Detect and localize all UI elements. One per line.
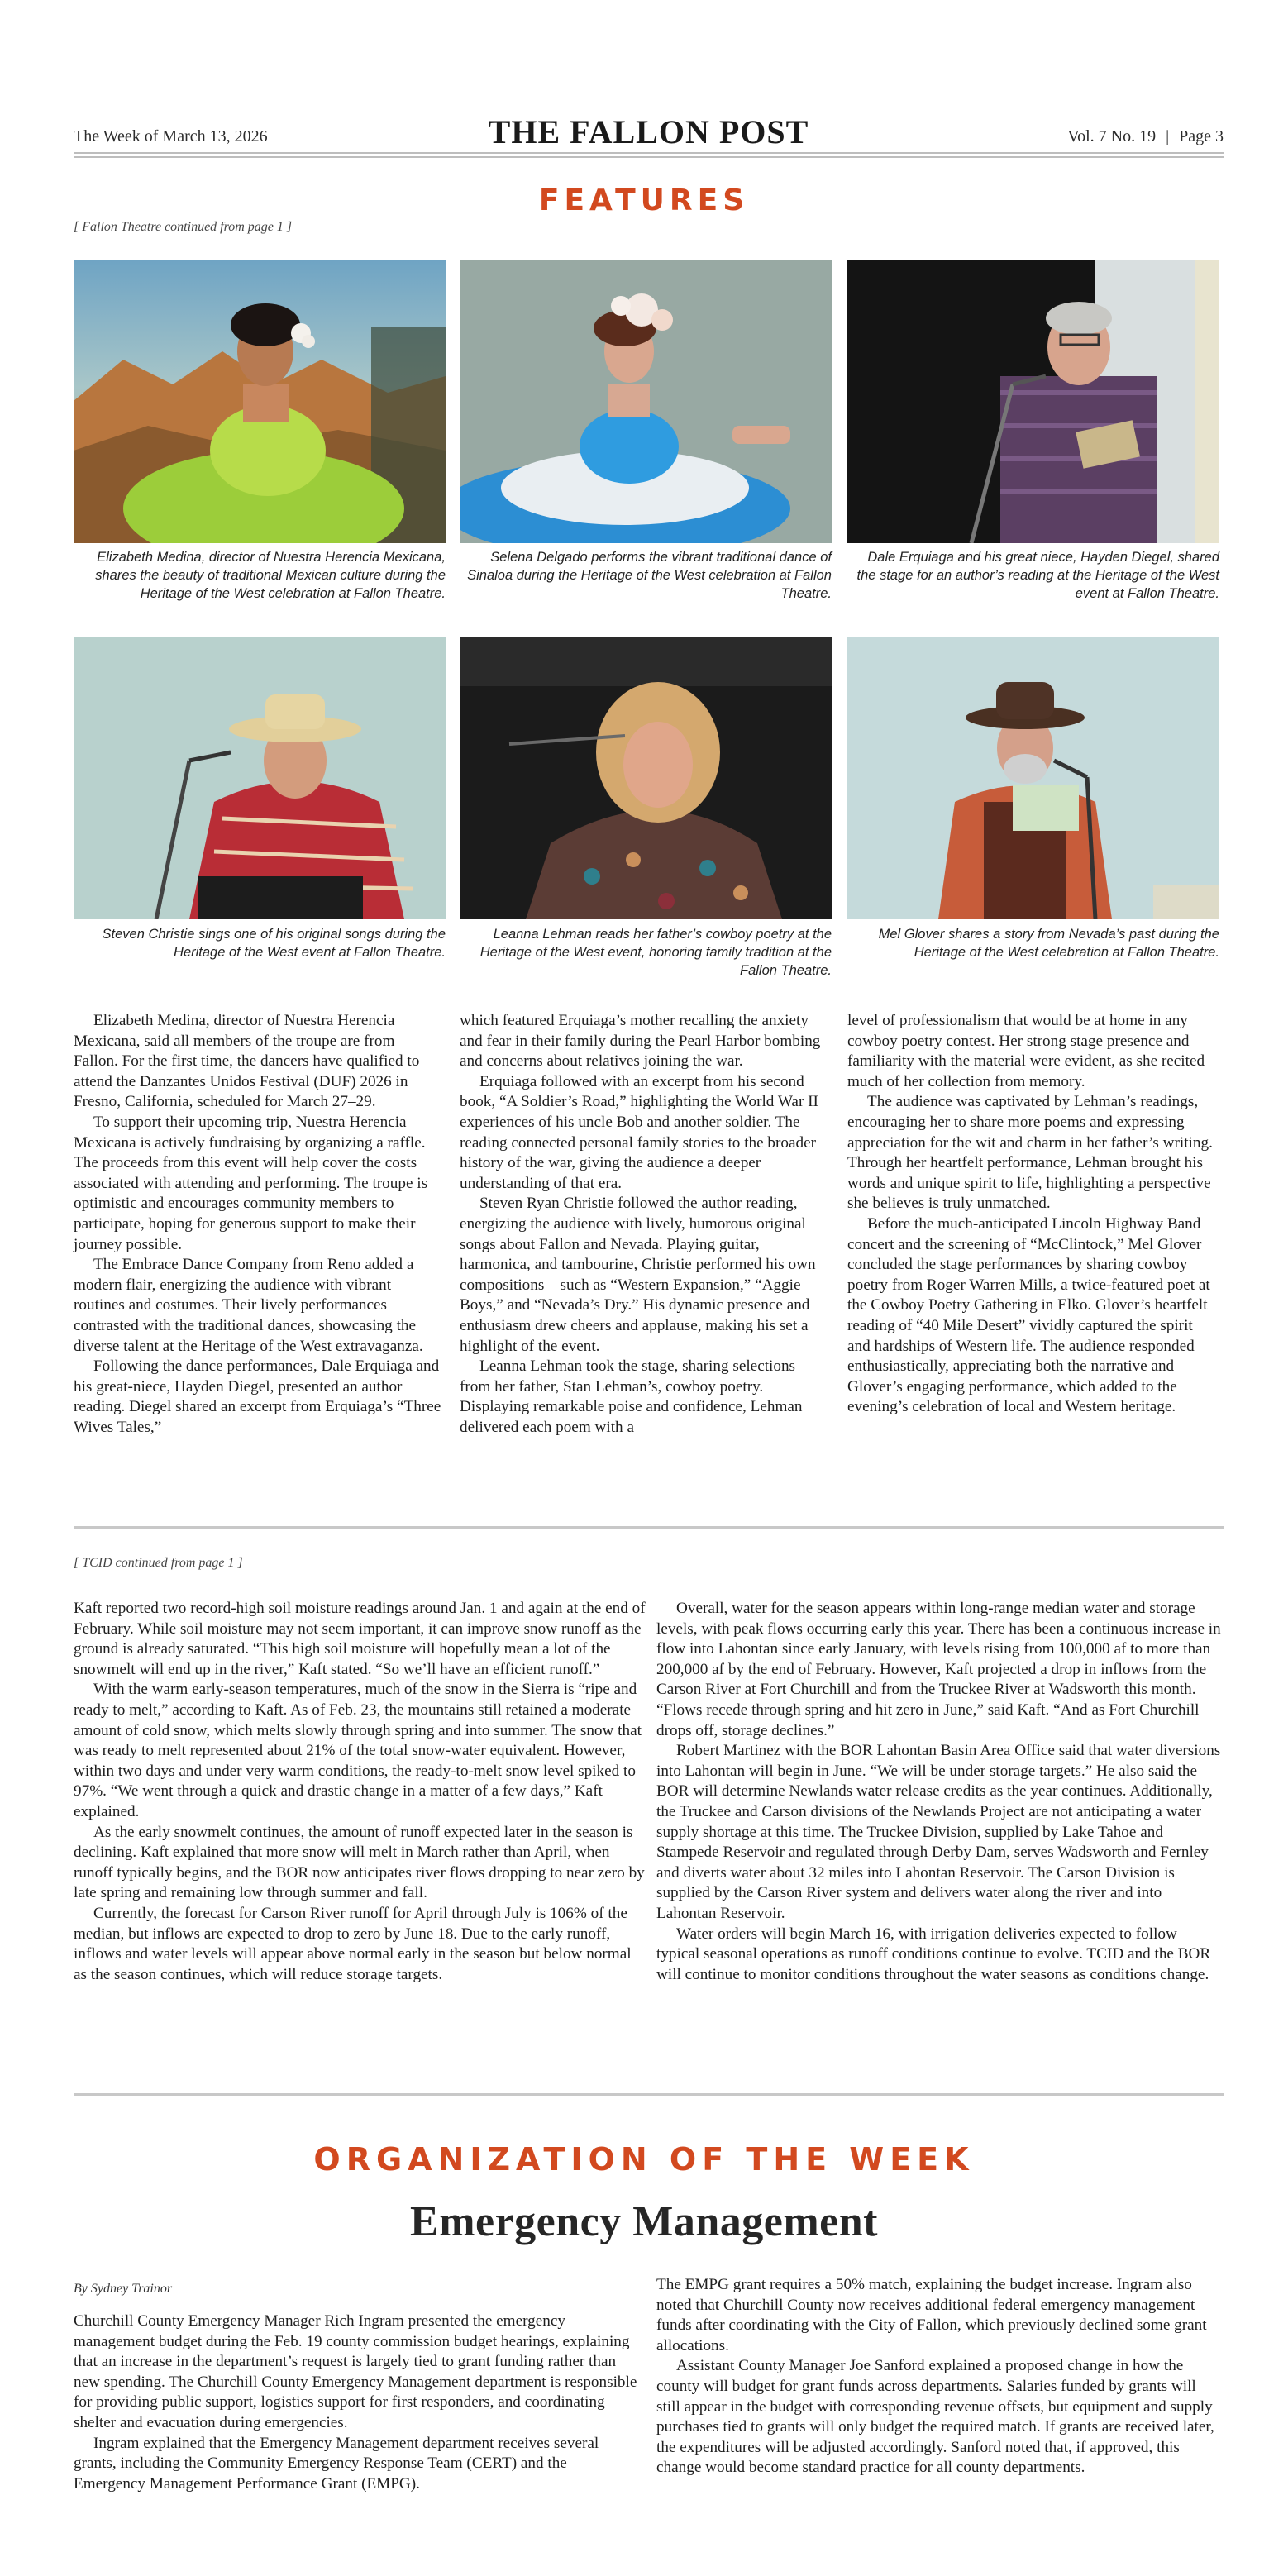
byline: By Sydney Trainor [74, 2282, 173, 2296]
article-paragraph: The Embrace Dance Company from Reno added a modern flair, energizing the audience with vibrant routines and costumes. Their lively performances contrasted with the traditional dances, showcasing the diverse talent at the Heritage of the West extravaganza. [74, 1256, 423, 1355]
org-article-column-1 [74, 2311, 637, 2494]
article-paragraph: which featured Erquiaga’s mother recalling the anxiety and fear in their family during the Pearl Harbor bombing and concerns about relatives joining the war. [460, 1012, 821, 1071]
features-article-column-2 [460, 1011, 828, 1438]
photo-elizabeth-medina [74, 260, 446, 543]
article-paragraph: Erquiaga followed with an excerpt from his second book, “A Soldier’s Road,” highlighting the World War II experiences of his uncle Bob and another soldier. The reading connected personal family stories to the broader history of the war, giving the audience a deeper understanding of that era. [460, 1072, 818, 1192]
photo-steven-christie [74, 637, 446, 919]
article-paragraph: Before the much-anticipated Lincoln Highway Band concert and the screening of “McClintock,” Mel Glover concluded the stage performances by sharing cowboy poetry from Roger Warren Mills, a twice-featured poet at the Cowboy Poetry Gathering in Elko. Glover’s heartfelt reading of “40 Mile Desert” vividly captured the spirit and hardships of Western life. The audience responded enthusiastically, appreciating both the narrative and Glover’s engaging performance, which added to the evening’s celebration of local and Western heritage. [847, 1214, 1210, 1416]
masthead-rule [74, 152, 1224, 158]
volume-separator: | [1166, 127, 1170, 145]
article-paragraph: Elizabeth Medina, director of Nuestra Herencia Mexicana, said all members of the troupe are from Fallon. For the first time, the dancers have qualified to attend the Danzantes Unidos Festival (DUF) 2026 in Fresno, California, scheduled for March 27–29. [74, 1012, 420, 1111]
tcid-article-column-2 [656, 1599, 1224, 1985]
photo-dale-erquiaga [847, 260, 1219, 543]
article-paragraph: Steven Ryan Christie followed the author reading, energizing the audience with lively, humorous original songs about Fallon and Nevada. Playing guitar, harmonica, and tambourine, Christie performed his own compositions—such as “Western Expansion,” “Aggie Boys,” and “Nevada’s Dry.” His dynamic presence and enthusiasm drew cheers and applause, making his set a highlight of the event. [460, 1195, 816, 1355]
article-paragraph: As the early snowmelt continues, the amount of runoff expected later in the season is declining. Kaft explained that more snow will melt in March rather than April, when runoff typically begins, and the BOR now anticipates river flows dropping to near zero by late spring and remaining low through summer and fall. [74, 1823, 645, 1902]
features-article-column-3 [847, 1011, 1219, 1418]
organization-of-the-week-heading: ORGANIZATION OF THE WEEK [313, 2141, 975, 2178]
section-divider [74, 1526, 1224, 1529]
org-headline: Emergency Management [410, 2198, 878, 2245]
article-paragraph: To support their upcoming trip, Nuestra Herencia Mexicana is actively fundraising by organizing a raffle. The proceeds from this event will help cover the costs associated with attending and performing. The troupe is optimistic and encourages community members to participate, hoping for generous support to make their journey possible. [74, 1113, 428, 1253]
article-paragraph: Following the dance performances, Dale Erquiaga and his great-niece, Hayden Diegel, presented an author reading. Diegel shared an excerpt from Erquiaga’s “Three Wives Tales,” [74, 1357, 441, 1436]
page-number: Page 3 [1179, 127, 1224, 145]
photo-caption-5: Leanna Lehman reads her father’s cowboy poetry at the Heritage of the West event, honoring family tradition at the Fallon Theatre. [479, 927, 832, 978]
photo-caption-1: Elizabeth Medina, director of Nuestra Herencia Mexicana, shares the beauty of traditional Mexican culture during the Heritage of the West celebration at Fallon Theatre. [95, 550, 446, 601]
article-paragraph: Ingram explained that the Emergency Management department receives several grants, including the Community Emergency Response Team (CERT) and the Emergency Management Performance Grant (EMPG). [74, 2434, 599, 2493]
photo-mel-glover [847, 637, 1219, 919]
features-heading: FEATURES [538, 184, 750, 217]
features-continued-kicker: [ Fallon Theatre continued from page 1 ] [74, 220, 293, 234]
article-paragraph: Leanna Lehman took the stage, sharing selections from her father, Stan Lehman’s, cowboy poetry. Displaying remarkable poise and confidence, Lehman delivered each poem with a [460, 1357, 803, 1436]
volume-number: Vol. 7 No. 19 [1067, 127, 1157, 145]
volume-info [1067, 127, 1224, 146]
article-paragraph: Kaft reported two record-high soil moisture readings around Jan. 1 and again at the end of February. While soil moisture may not seem important, it can improve snow runoff as the ground is already saturated. “This high soil moisture will hopefully mean a lot of the snowmelt will end up in the river,” Kaft stated. “So we’ll have an efficient runoff.” [74, 1600, 646, 1678]
article-paragraph: With the warm early-season temperatures, much of the snow in the Sierra is “ripe and ready to melt,” according to Kaft. As of Feb. 23, the mountains still retained a moderate amount of cold snow, which melts slowly through spring and into summer. The snow that was ready to melt represented about 21% of the total snow-water equivalent. However, within two days and under very warm conditions, the ready-to-melt snow level spiked to 97%. “We went through a quick and drastic change in a matter of a few days,” Kaft explained. [74, 1681, 642, 1820]
article-paragraph: The EMPG grant requires a 50% match, explaining the budget increase. Ingram also noted that Churchill County now receives additional federal emergency management funds after coordinating with the City of Fallon, which previously declined some grant allocations. [656, 2276, 1207, 2354]
photo-selena-delgado [460, 260, 832, 543]
photo-caption-3: Dale Erquiaga and his great niece, Hayden Diegel, shared the stage for an author’s reading at the Heritage of the West event at Fallon Theatre. [856, 550, 1219, 601]
article-paragraph: Churchill County Emergency Manager Rich Ingram presented the emergency management budget during the Feb. 19 county commission budget hearings, explaining that an increase in the department’s request is largely tied to grant funding rather than new spending. The Churchill County Emergency Management department is responsible for providing public support, logistics support for first responders, and coordinating shelter and evacuation during emergencies. [74, 2312, 637, 2431]
tcid-article-column-1 [74, 1599, 646, 1985]
photo-caption-2: Selena Delgado performs the vibrant traditional dance of Sinaloa during the Heritage of the West celebration at Fallon Theatre. [467, 550, 832, 601]
article-paragraph: Overall, water for the season appears within long-range median water and storage levels, with peak flows occurring early this year. There has been a continuous increase in flow into Lahontan since early January, with levels rising from 100,000 af to more than 200,000 af by the end of February. However, Kaft projected a drop in inflows from the Carson River at Fort Churchill and from the Truckee River at Wadsworth this month. “Flows recede through spring and hit zero in June,” said Kaft. “And as Fort Churchill drops off, storage declines.” [656, 1600, 1221, 1739]
newspaper-title: THE FALLON POST [488, 113, 809, 150]
article-paragraph: Currently, the forecast for Carson River runoff for April through July is 106% of the median, but inflows are expected to drop to zero by June 18. Due to the early runoff, inflows and water levels will appear above normal early in the season but below normal as the season continues, which will reduce storage targets. [74, 1904, 632, 1983]
article-paragraph: Robert Martinez with the BOR Lahontan Basin Area Office said that water diversions into Lahontan will begin in June. “We will be under storage targets.” He also said the BOR will determine Newlands water release credits as the year continues. Additionally, the Truckee and Carson divisions of the Newlands Project are not anticipating a water supply shortage at this time. The Truckee Division, supplied by Lake Tahoe and Stampede Reservoir and regulated through Derby Dam, serves Wadsworth and Fernley and diverts water about 32 miles into Lahontan Reservoir. The Carson Division is supplied by the Carson River system and delivers water along the river and into Lahontan Reservoir. [656, 1742, 1221, 1922]
article-paragraph: Assistant County Manager Joe Sanford explained a proposed change in how the county will budget for grant funds across departments. Salaries funded by grants will still appear in the budget with corresponding revenue offsets, but equipment and supply purchases tied to grants will only budget the required match. If grants are received later, the expenditures will be adjusted accordingly. Sanford noted that, if approved, this change would become standard practice for all county departments. [656, 2357, 1214, 2477]
article-paragraph: level of professionalism that would be at home in any cowboy poetry contest. Her strong stage presence and familiarity with the material were evident, as she recited much of her collection from memory. [847, 1012, 1205, 1090]
article-paragraph: Water orders will begin March 16, with irrigation deliveries expected to follow typical seasonal operations as runoff conditions continue to evolve. TCID and the BOR will continue to monitor conditions throughout the water seasons as conditions change. [656, 1925, 1211, 1983]
section-divider [74, 2093, 1224, 2096]
photo-caption-4: Steven Christie sings one of his original songs during the Heritage of the West event at Fallon Theatre. [102, 927, 446, 960]
features-article-column-1 [74, 1011, 442, 1438]
photo-leanna-lehman [460, 637, 832, 919]
photo-caption-6: Mel Glover shares a story from Nevada’s past during the Heritage of the West celebration at Fallon Theatre. [878, 927, 1219, 960]
issue-date: The Week of March 13, 2026 [74, 127, 268, 145]
org-article-column-2 [656, 2275, 1224, 2478]
masthead [74, 109, 1224, 150]
article-paragraph: The audience was captivated by Lehman’s readings, encouraging her to share more poems and expressing appreciation for the wit and charm in her father’s writing. Through her heartfelt performance, Lehman brought his words and unique spirit to life, highlighting a perspective she believes is truly unmatched. [847, 1093, 1213, 1213]
tcid-continued-kicker: [ TCID continued from page 1 ] [74, 1556, 243, 1570]
